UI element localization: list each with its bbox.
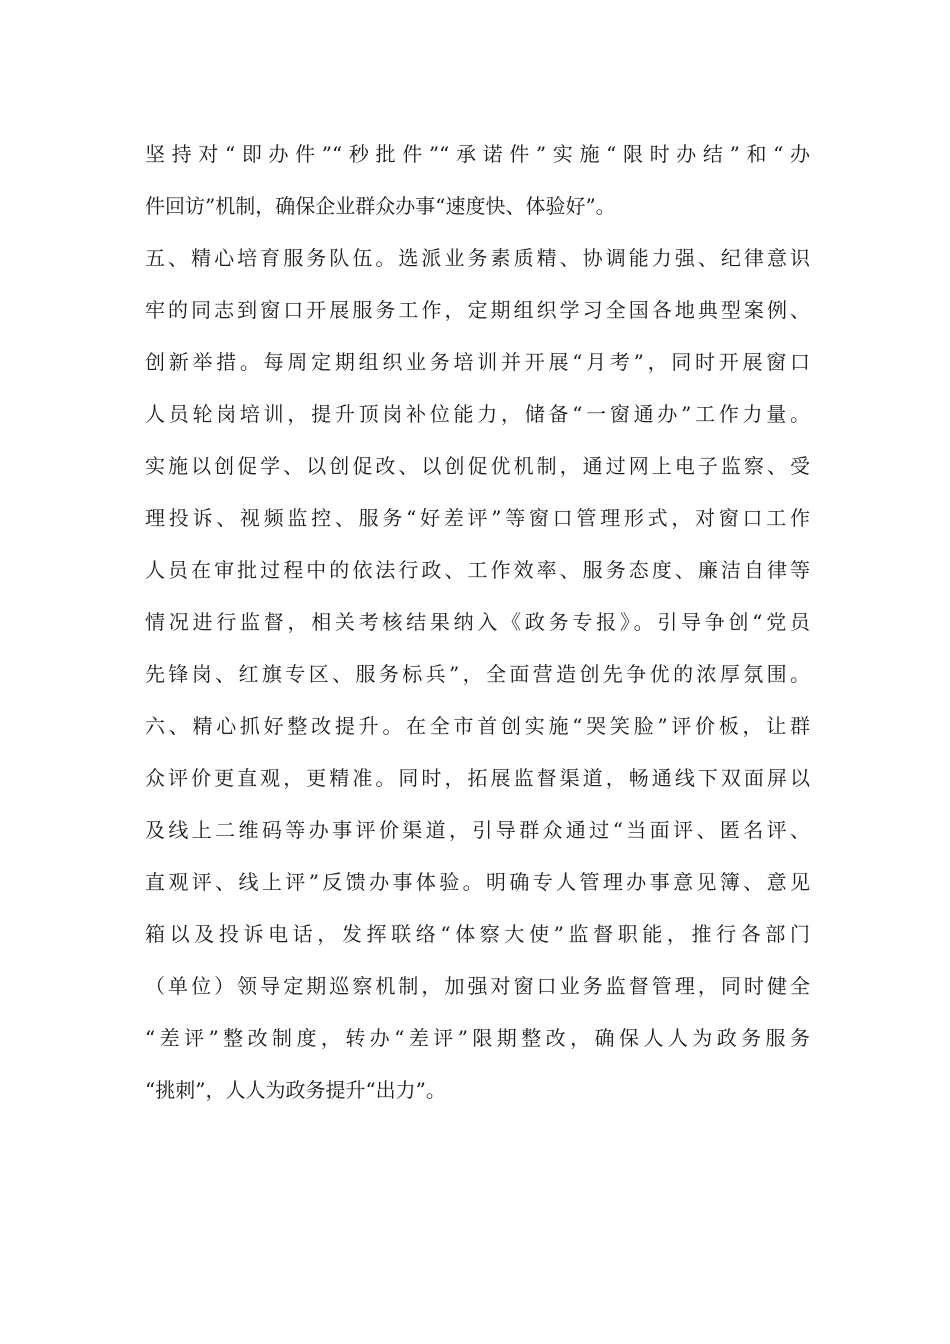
text-line: 牢的同志到窗口开展服务工作，定期组织学习全国各地典型案例、 [145,298,810,322]
text-line: 众评价更直观，更精准。同时，拓展监督渠道，畅通线下双面屏以 [145,766,810,790]
text-line: 六、精心抓好整改提升。在全市首创实施“哭笑脸”评价板，让群 [145,714,810,738]
text-line: 情况进行监督，相关考核结果纳入《政务专报》。引导争创“党员 [145,610,810,634]
text-line: 及线上二维码等办事评价渠道，引导群众通过“当面评、匿名评、 [145,818,810,842]
text-line: （单位）领导定期巡察机制，加强对窗口业务监督管理，同时健全 [145,974,810,998]
text-line: 箱以及投诉电话，发挥联络“体察大使”监督职能，推行各部门 [145,922,810,946]
text-line: 人员轮岗培训，提升顶岗补位能力，储备“一窗通办”工作力量。 [145,402,810,426]
text-line: “挑刺”，人人为政务提升“出力”。 [145,1078,446,1102]
text-line: 实施以创促学、以创促改、以创促优机制，通过网上电子监察、受 [145,454,810,478]
text-line: 件回访”机制，确保企业群众办事“速度快、体验好”。 [145,194,616,218]
text-line: 五、精心培育服务队伍。选派业务素质精、协调能力强、纪律意识 [145,246,810,270]
text-line: 先锋岗、红旗专区、服务标兵”，全面营造创先争优的浓厚氛围。 [145,662,810,686]
text-line: 人员在审批过程中的依法行政、工作效率、服务态度、廉洁自律等 [145,558,810,582]
body-text [145,131,810,1119]
text-line: 理投诉、视频监控、服务“好差评”等窗口管理形式，对窗口工作 [145,506,810,530]
text-line: “差评”整改制度，转办“差评”限期整改，确保人人为政务服务 [145,1026,810,1050]
text-line: 创新举措。每周定期组织业务培训并开展“月考”，同时开展窗口 [145,350,810,374]
text-line: 直观评、线上评”反馈办事体验。明确专人管理办事意见簿、意见 [145,870,810,894]
text-line: 坚持对“即办件”“秒批件”“承诺件”实施“限时办结”和“办 [145,142,810,166]
